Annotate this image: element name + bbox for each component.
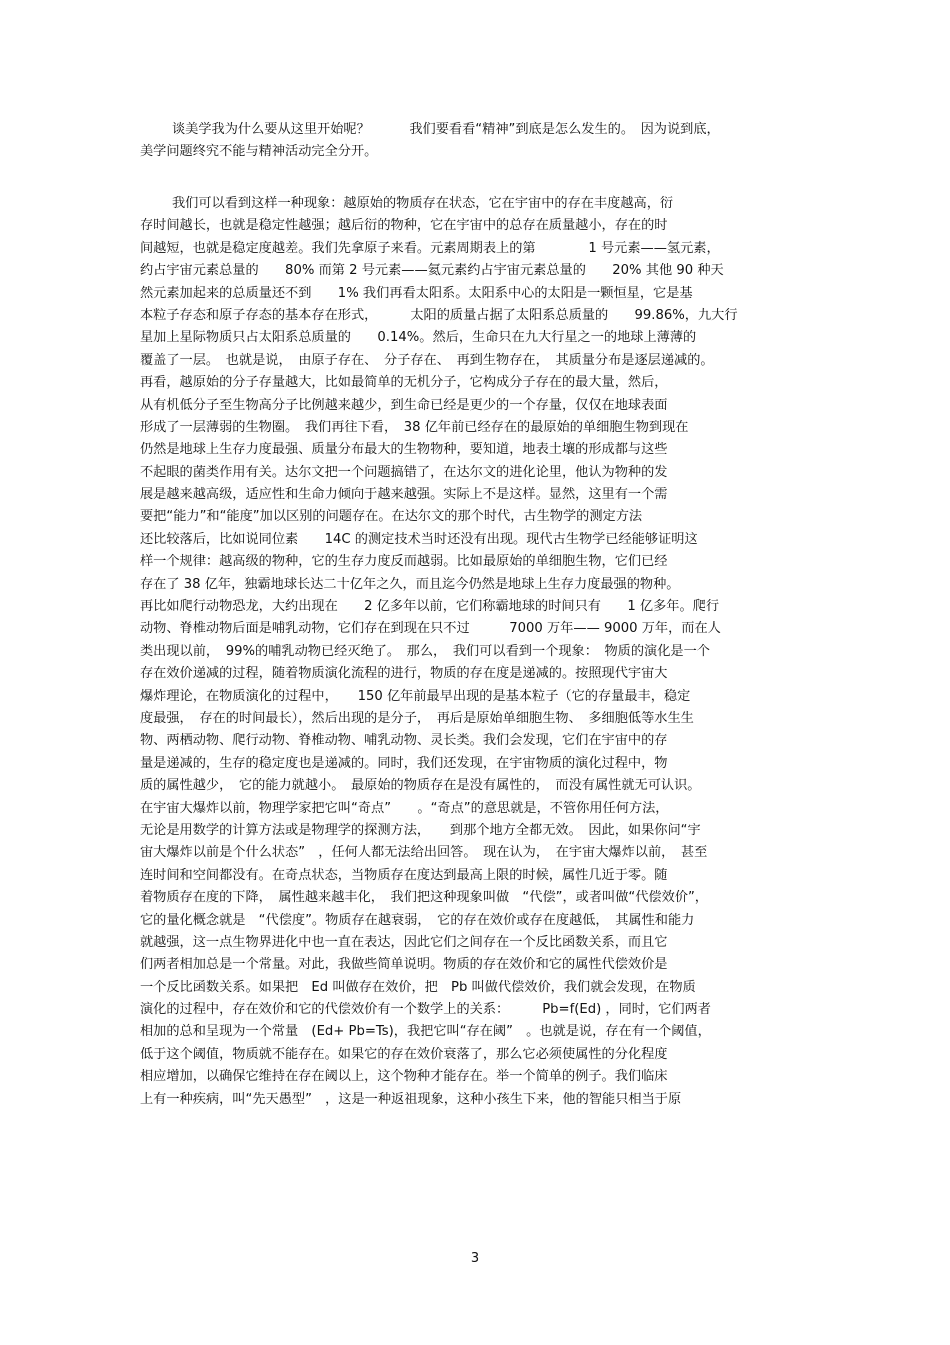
paragraph-body xyxy=(140,193,820,1111)
text-line: 星加上星际物质只占太阳系总质量的 0.14%。然后，生命只在九大行星之一的地球上薄薄的 xyxy=(140,330,697,346)
text-line: 再比如爬行动物恐龙，大约出现在 2 亿多年以前，它们称霸地球的时间只有 1 亿多年。爬行 xyxy=(140,599,720,615)
text-line: 爆炸理论，在物质演化的过程中， 150 亿年前最早出现的是基本粒子（它的存量最丰，稳定 xyxy=(140,688,691,704)
page-number: 3 xyxy=(470,1251,480,1266)
text-line: 相应增加，以确保它维持在存在阈以上，这个物种才能存在。举一个简单的例子。我们临床 xyxy=(140,1069,668,1085)
text-line: 约占宇宙元素总量的 80% 而第 2 号元素——氦元素约占宇宙元素总量的 20% 其他 90 种天 xyxy=(140,263,724,279)
text-line: 存在效价递减的过程，随着物质演化流程的进行，物质的存在度是递减的。按照现代宇宙大 xyxy=(140,666,668,682)
text-line: 然元素加起来的总质量还不到 1% 我们再看太阳系。太阳系中心的太阳是一颗恒星，它是基 xyxy=(140,285,693,301)
paragraph-intro xyxy=(140,119,820,164)
text-line: 间越短，也就是稳定度越差。我们先拿原子来看。元素周期表上的第 1 号元素——氢元素， xyxy=(140,240,720,256)
text-line: 低于这个阈值，物质就不能存在。如果它的存在效价衰落了，那么它必须使属性的分化程度 xyxy=(140,1046,668,1062)
text-line: 无论是用数学的计算方法或是物理学的探测方法， 到那个地方全都无效。 因此，如果你问“宇 xyxy=(140,822,701,838)
text-line: 着物质存在度的下降， 属性越来越丰化， 我们把这种现象叫做 “代偿”，或者叫做“代偿效价”， xyxy=(140,890,708,906)
text-line: 质的属性越少， 它的能力就越小。 最原始的物质存在是没有属性的， 而没有属性就无可认识。 xyxy=(140,778,701,794)
text-line: 它的量化概念就是 “代偿度”。物质存在越衰弱， 它的存在效价或存在度越低， 其属性和能力 xyxy=(140,912,695,928)
text-line: 不起眼的菌类作用有关。达尔文把一个问题搞错了，在达尔文的进化论里，他认为物种的发 xyxy=(140,464,668,480)
text-line: 存时间越长，也就是稳定性越强；越后衍的物种，它在宇宙中的总存在质量越小，存在的时 xyxy=(140,218,668,234)
text-line: 覆盖了一层。 也就是说， 由原子存在、 分子存在、 再到生物存在， 其质量分布是逐层递减的。 xyxy=(140,352,714,368)
text-line: 相加的总和呈现为一个常量 (Ed+ Pb=Ts)，我把它叫“存在阈” 。也就是说，存在有一个阈值， xyxy=(140,1024,711,1040)
text-line: 从有机低分子至生物高分子比例越来越少，到生命已经是更少的一个存量，仅仅在地球表面 xyxy=(140,397,668,413)
text-line: 们两者相加总是一个常量。对此，我做些简单说明。物质的存在效价和它的属性代偿效价是 xyxy=(140,957,668,973)
text-line: 美学问题终究不能与精神活动完全分开。 xyxy=(140,144,378,160)
text-line: 谈美学我为什么要从这里开始呢？ 我们要看看“精神”到底是怎么发生的。 因为说到底， xyxy=(172,122,720,137)
text-line: 我们可以看到这样一种现象：越原始的物质存在状态，它在宇宙中的存在丰度越高，衍 xyxy=(172,196,674,211)
text-line: 本粒子存态和原子存态的基本存在形式， 太阳的质量占据了太阳系总质量的 99.86%，九大行 xyxy=(140,307,738,323)
text-line: 样一个规律：越高级的物种，它的生存力度反而越弱。比如最原始的单细胞生物，它们已经 xyxy=(140,554,668,570)
text-line: 再看，越原始的分子存量越大，比如最简单的无机分子，它构成分子存在的最大量，然后， xyxy=(140,375,668,391)
text-line: 展是越来越高级，适应性和生命力倾向于越来越强。实际上不是这样。显然，这里有一个需 xyxy=(140,487,668,503)
text-line: 连时间和空间都没有。在奇点状态，当物质存在度达到最高上限的时候，属性几近于零。随 xyxy=(140,867,668,883)
text-line: 仍然是地球上生存力度最强、质量分布最大的生物物种，要知道，地表土壤的形成都与这些 xyxy=(140,442,668,458)
text-line: 在宇宙大爆炸以前，物理学家把它叫“奇点” 。“奇点”的意思就是，不管你用任何方法， xyxy=(140,800,669,816)
text-line: 演化的过程中，存在效价和它的代偿效价有一个数学上的关系： Pb=f(Ed) ，同时，它们两者 xyxy=(140,1002,711,1018)
text-line: 要把“能力”和“能度”加以区别的问题存在。在达尔文的那个时代，古生物学的测定方法 xyxy=(140,509,643,525)
text-line: 就越强，这一点生物界进化中也一直在表达，因此它们之间存在一个反比函数关系，而且它 xyxy=(140,934,668,950)
text-line: 动物、脊椎动物后面是哺乳动物，它们存在到现在只不过 7000 万年—— 9000 万年，而在人 xyxy=(140,621,721,637)
text-line: 上有一种疾病，叫“先天愚型” ，这是一种返祖现象，这种小孩生下来，他的智能只相当于原 xyxy=(140,1091,682,1107)
text-line: 量是递减的，生存的稳定度也是递减的。同时，我们还发现，在宇宙物质的演化过程中，物 xyxy=(140,755,668,771)
text-line: 形成了一层薄弱的生物圈。 我们再往下看， 38 亿年前已经存在的最原始的单细胞生物到现在 xyxy=(140,419,689,435)
text-line: 一个反比函数关系。如果把 Ed 叫做存在效价，把 Pb 叫做代偿效价，我们就会发现，在物质 xyxy=(140,979,696,995)
text-line: 宙大爆炸以前是个什么状态” ，任何人都无法给出回答。 现在认为， 在宇宙大爆炸以前， 甚至 xyxy=(140,845,708,861)
text-line: 度最强， 存在的时间最长），然后出现的是分子， 再后是原始单细胞生物、 多细胞低等水生生 xyxy=(140,710,694,726)
text-line: 物、两栖动物、爬行动物、脊椎动物、哺乳动物、灵长类。我们会发现，它们在宇宙中的存 xyxy=(140,733,668,749)
text-line: 类出现以前， 99%的哺乳动物已经灭绝了。 那么， 我们可以看到一个现象： 物质的演化是一个 xyxy=(140,643,710,659)
text-line: 存在了 38 亿年，独霸地球长达二十亿年之久，而且迄今仍然是地球上生存力度最强的物种。 xyxy=(140,576,680,592)
text-line: 还比较落后，比如说同位素 14C 的测定技术当时还没有出现。现代古生物学已经能够证明这 xyxy=(140,531,698,547)
